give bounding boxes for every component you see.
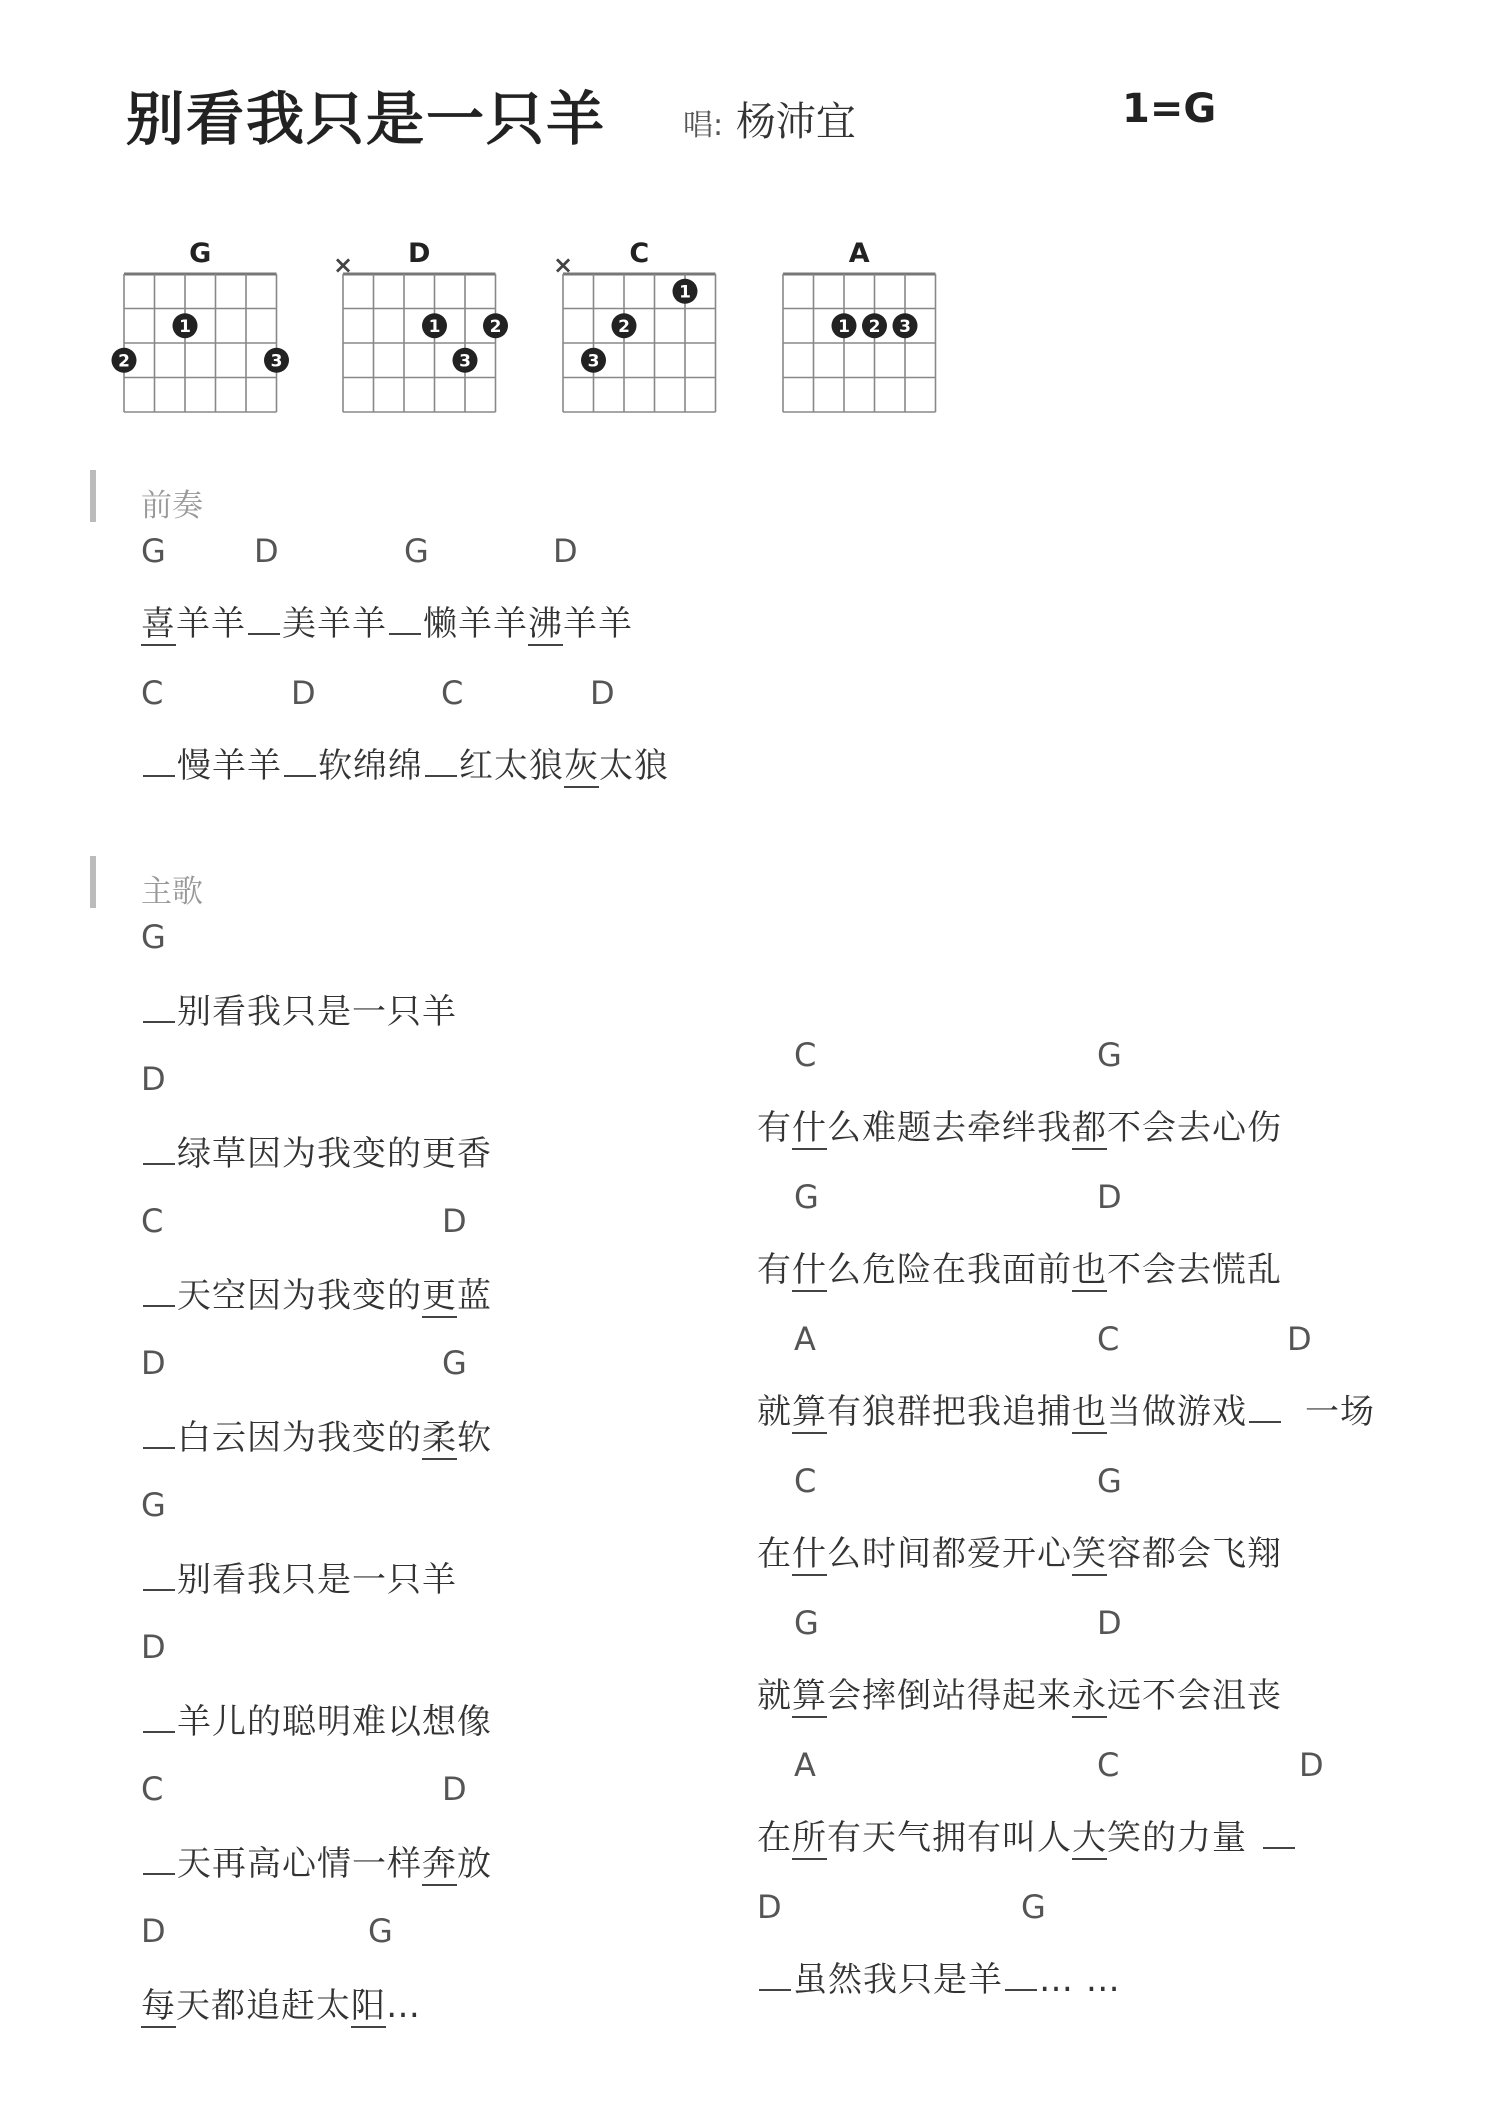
chord-label: C: [794, 1036, 817, 1074]
chord-label: C: [441, 674, 464, 712]
chord-label: D: [141, 1344, 166, 1382]
chord-diagram-name: C: [629, 238, 650, 269]
lyric-line: 羊儿的聪明难以想像: [141, 1694, 492, 1743]
chord-label: G: [794, 1178, 819, 1216]
finger-number: 1: [679, 282, 691, 303]
lyric-line: 别看我只是一只羊: [141, 984, 457, 1033]
chord-label: G: [404, 532, 429, 570]
finger-number: 1: [428, 316, 441, 337]
song-key: 1=G: [1122, 86, 1217, 132]
lyric-line: 在所有天气拥有叫人大笑的力量: [757, 1810, 1297, 1859]
lyric-line: 有什么难题去牵绊我都不会去心伤: [757, 1108, 1282, 1148]
chord-label: C: [794, 1462, 817, 1500]
singer-name: 杨沛宜: [735, 99, 856, 145]
finger-number: 1: [838, 316, 850, 337]
chord-diagram-name: D: [408, 238, 431, 269]
chord-label: A: [794, 1746, 816, 1784]
finger-number: 3: [270, 351, 283, 372]
chord-label: D: [1287, 1320, 1312, 1358]
chord-label: D: [590, 674, 615, 712]
mute-mark-icon: ×: [332, 251, 354, 279]
chord-label: C: [141, 674, 164, 712]
lyric-line: 喜羊羊 美羊羊 懒羊羊沸羊羊: [141, 604, 633, 644]
finger-number: 2: [868, 316, 881, 337]
lyric-line: 天空因为我变的更蓝: [141, 1268, 492, 1317]
chord-label: C: [1097, 1746, 1120, 1784]
lyric-line: 虽然我只是羊 … …: [757, 1952, 1121, 2001]
finger-number: 2: [118, 351, 130, 372]
intro-section-title: 前奏: [141, 488, 203, 524]
chord-diagram-A: [783, 238, 936, 412]
chord-diagram-name: A: [848, 238, 870, 269]
lyric-line: 慢羊羊 软绵绵 红太狼灰太狼: [141, 738, 669, 787]
verse-section-title: 主歌: [141, 874, 203, 910]
chord-label: D: [1299, 1746, 1324, 1784]
chord-label: D: [141, 1628, 166, 1666]
lyric-line: 绿草因为我变的更香: [141, 1126, 492, 1175]
chord-label: G: [1021, 1888, 1046, 1926]
lyric-line: 别看我只是一只羊: [141, 1552, 457, 1601]
chord-diagram-name: G: [189, 238, 212, 269]
chord-label: G: [442, 1344, 467, 1382]
lyric-line: 白云因为我变的柔软: [141, 1410, 492, 1459]
chord-label: G: [794, 1604, 819, 1642]
chord-diagram-G: [112, 238, 290, 412]
chord-label: G: [1097, 1036, 1122, 1074]
mute-mark-icon: ×: [552, 251, 574, 279]
song-title: 别看我只是一只羊: [126, 85, 607, 153]
chord-label: D: [141, 1912, 166, 1950]
finger-number: 1: [179, 316, 191, 337]
chord-label: D: [141, 1060, 166, 1098]
verse-section-bar: [90, 856, 96, 908]
lyric-line: 每天都追赶太阳…: [141, 1986, 421, 2026]
chord-label: D: [1097, 1178, 1122, 1216]
intro-section-bar: [90, 470, 96, 522]
chord-label: D: [757, 1888, 782, 1926]
lyric-line: 就算会摔倒站得起来永远不会沮丧: [757, 1676, 1282, 1716]
chord-diagram-D: [333, 238, 508, 412]
chord-label: D: [254, 532, 279, 570]
chord-label: D: [442, 1770, 467, 1808]
chord-label: G: [368, 1912, 393, 1950]
finger-number: 3: [587, 351, 600, 372]
finger-number: 3: [899, 316, 911, 337]
chord-label: D: [1097, 1604, 1122, 1642]
chord-diagrams: [0, 0, 1500, 440]
lyric-line: 在什么时间都爱开心笑容都会飞翔: [757, 1534, 1282, 1574]
chord-label: C: [1097, 1320, 1120, 1358]
lyric-line: 有什么危险在我面前也不会去慌乱: [757, 1250, 1282, 1290]
singer-label: 唱:: [683, 108, 724, 143]
finger-number: 3: [459, 351, 471, 372]
chord-label: D: [553, 532, 578, 570]
chord-label: G: [141, 532, 166, 570]
lyric-line: 天再高心情一样奔放: [141, 1836, 492, 1885]
chord-label: G: [141, 1486, 166, 1524]
chord-label: C: [141, 1770, 164, 1808]
finger-number: 2: [489, 316, 502, 337]
chord-label: C: [141, 1202, 164, 1240]
chord-label: G: [141, 918, 166, 956]
chord-label: D: [291, 674, 316, 712]
chord-label: A: [794, 1320, 816, 1358]
chord-label: D: [442, 1202, 467, 1240]
finger-number: 2: [618, 316, 630, 337]
chord-diagram-C: [553, 238, 716, 412]
chord-label: G: [1097, 1462, 1122, 1500]
lyric-line: 就算有狼群把我追捕也当做游戏 一场: [757, 1392, 1375, 1432]
